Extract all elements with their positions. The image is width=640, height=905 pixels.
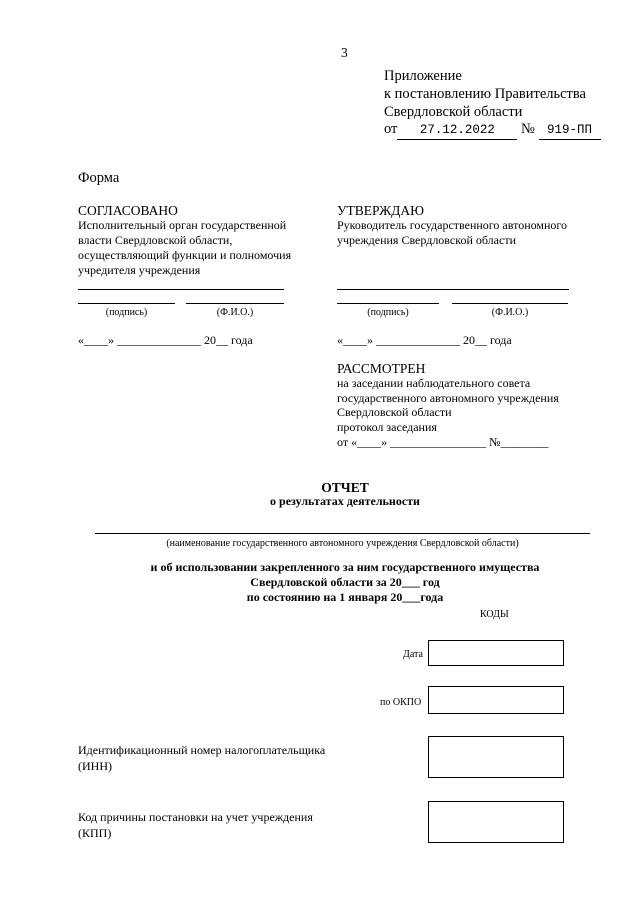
kpp-label-line-1: Код причины постановки на учет учреждения: [78, 810, 313, 824]
date-field-value: [429, 641, 563, 649]
agreed-line-1: Исполнительный орган государственной: [78, 218, 287, 232]
approved-name-line: [452, 303, 568, 304]
agreed-date-line: «____» ______________ 20__ года: [78, 333, 253, 347]
form-label: Форма: [78, 170, 120, 186]
appendix-line-3: Свердловской области: [384, 104, 523, 120]
report-subtitle: о результатах деятельности: [270, 494, 420, 508]
appendix-number-sign: №: [521, 121, 535, 137]
kpp-label-line-2: (КПП): [78, 826, 112, 840]
agreed-org-line: [78, 289, 284, 290]
appendix-title: Приложение: [384, 68, 462, 84]
agreed-line-2: власти Свердловской области,: [78, 233, 233, 247]
date-field[interactable]: [428, 640, 564, 666]
reviewed-line-2: государственного автономного учреждения: [337, 391, 559, 405]
approved-signature-label: (подпись): [367, 307, 409, 318]
approved-line-2: учреждения Свердловской области: [337, 233, 516, 247]
appendix-date-row: [384, 121, 601, 140]
report-line-5: по состоянию на 1 января 20___года: [246, 590, 444, 604]
reviewed-title: РАССМОТРЕН: [337, 361, 426, 376]
kpp-field[interactable]: [428, 801, 564, 843]
report-title: ОТЧЕТ: [321, 480, 369, 495]
report-line-4: Свердловской области за 20___ год: [250, 575, 440, 589]
inn-label-line-2: (ИНН): [78, 759, 112, 773]
agreed-signature-label: (подпись): [105, 307, 148, 318]
reviewed-line-1: на заседании наблюдательного совета: [337, 376, 531, 390]
appendix-number-value: 919-ПП: [539, 122, 601, 140]
date-label: Дата: [403, 649, 423, 660]
approved-org-line: [337, 289, 569, 290]
inn-field[interactable]: [428, 736, 564, 778]
agreed-name-label: (Ф.И.О.): [216, 307, 254, 318]
institution-name-line: [95, 533, 590, 534]
kpp-field-value: [429, 802, 563, 810]
institution-name-hint: (наименование государственного автономного учреждения Свердловской области): [166, 538, 519, 549]
reviewed-protocol-line: от «____» ________________ №________: [337, 435, 549, 449]
report-line-3: и об использовании закрепленного за ним государственного имущества: [150, 560, 540, 574]
agreed-title: СОГЛАСОВАНО: [78, 203, 178, 218]
page-number: 3: [341, 45, 348, 60]
agreed-line-4: учредителя учреждения: [78, 263, 201, 277]
okpo-field[interactable]: [428, 686, 564, 714]
approved-line-1: Руководитель государственного автономного: [337, 218, 568, 232]
appendix-date-value: 27.12.2022: [397, 122, 517, 140]
reviewed-line-3: Свердловской области: [337, 405, 452, 419]
agreed-signature-line: [78, 303, 175, 304]
appendix-line-2: к постановлению Правительства: [384, 86, 586, 102]
appendix-date-prefix: от: [384, 121, 398, 137]
reviewed-line-4: протокол заседания: [337, 420, 437, 434]
agreed-line-3: осуществляющий функции и полномочия: [78, 248, 292, 262]
approved-title: УТВЕРЖДАЮ: [337, 203, 425, 218]
codes-header: КОДЫ: [480, 609, 509, 620]
okpo-label: по ОКПО: [380, 697, 422, 708]
okpo-field-value: [429, 687, 563, 695]
inn-label-line-1: Идентификационный номер налогоплательщика: [78, 743, 326, 757]
approved-date-line: «____» ______________ 20__ года: [337, 333, 512, 347]
approved-signature-line: [337, 303, 439, 304]
agreed-name-line: [186, 303, 284, 304]
approved-name-label: (Ф.И.О.): [491, 307, 529, 318]
inn-field-value: [429, 737, 563, 745]
